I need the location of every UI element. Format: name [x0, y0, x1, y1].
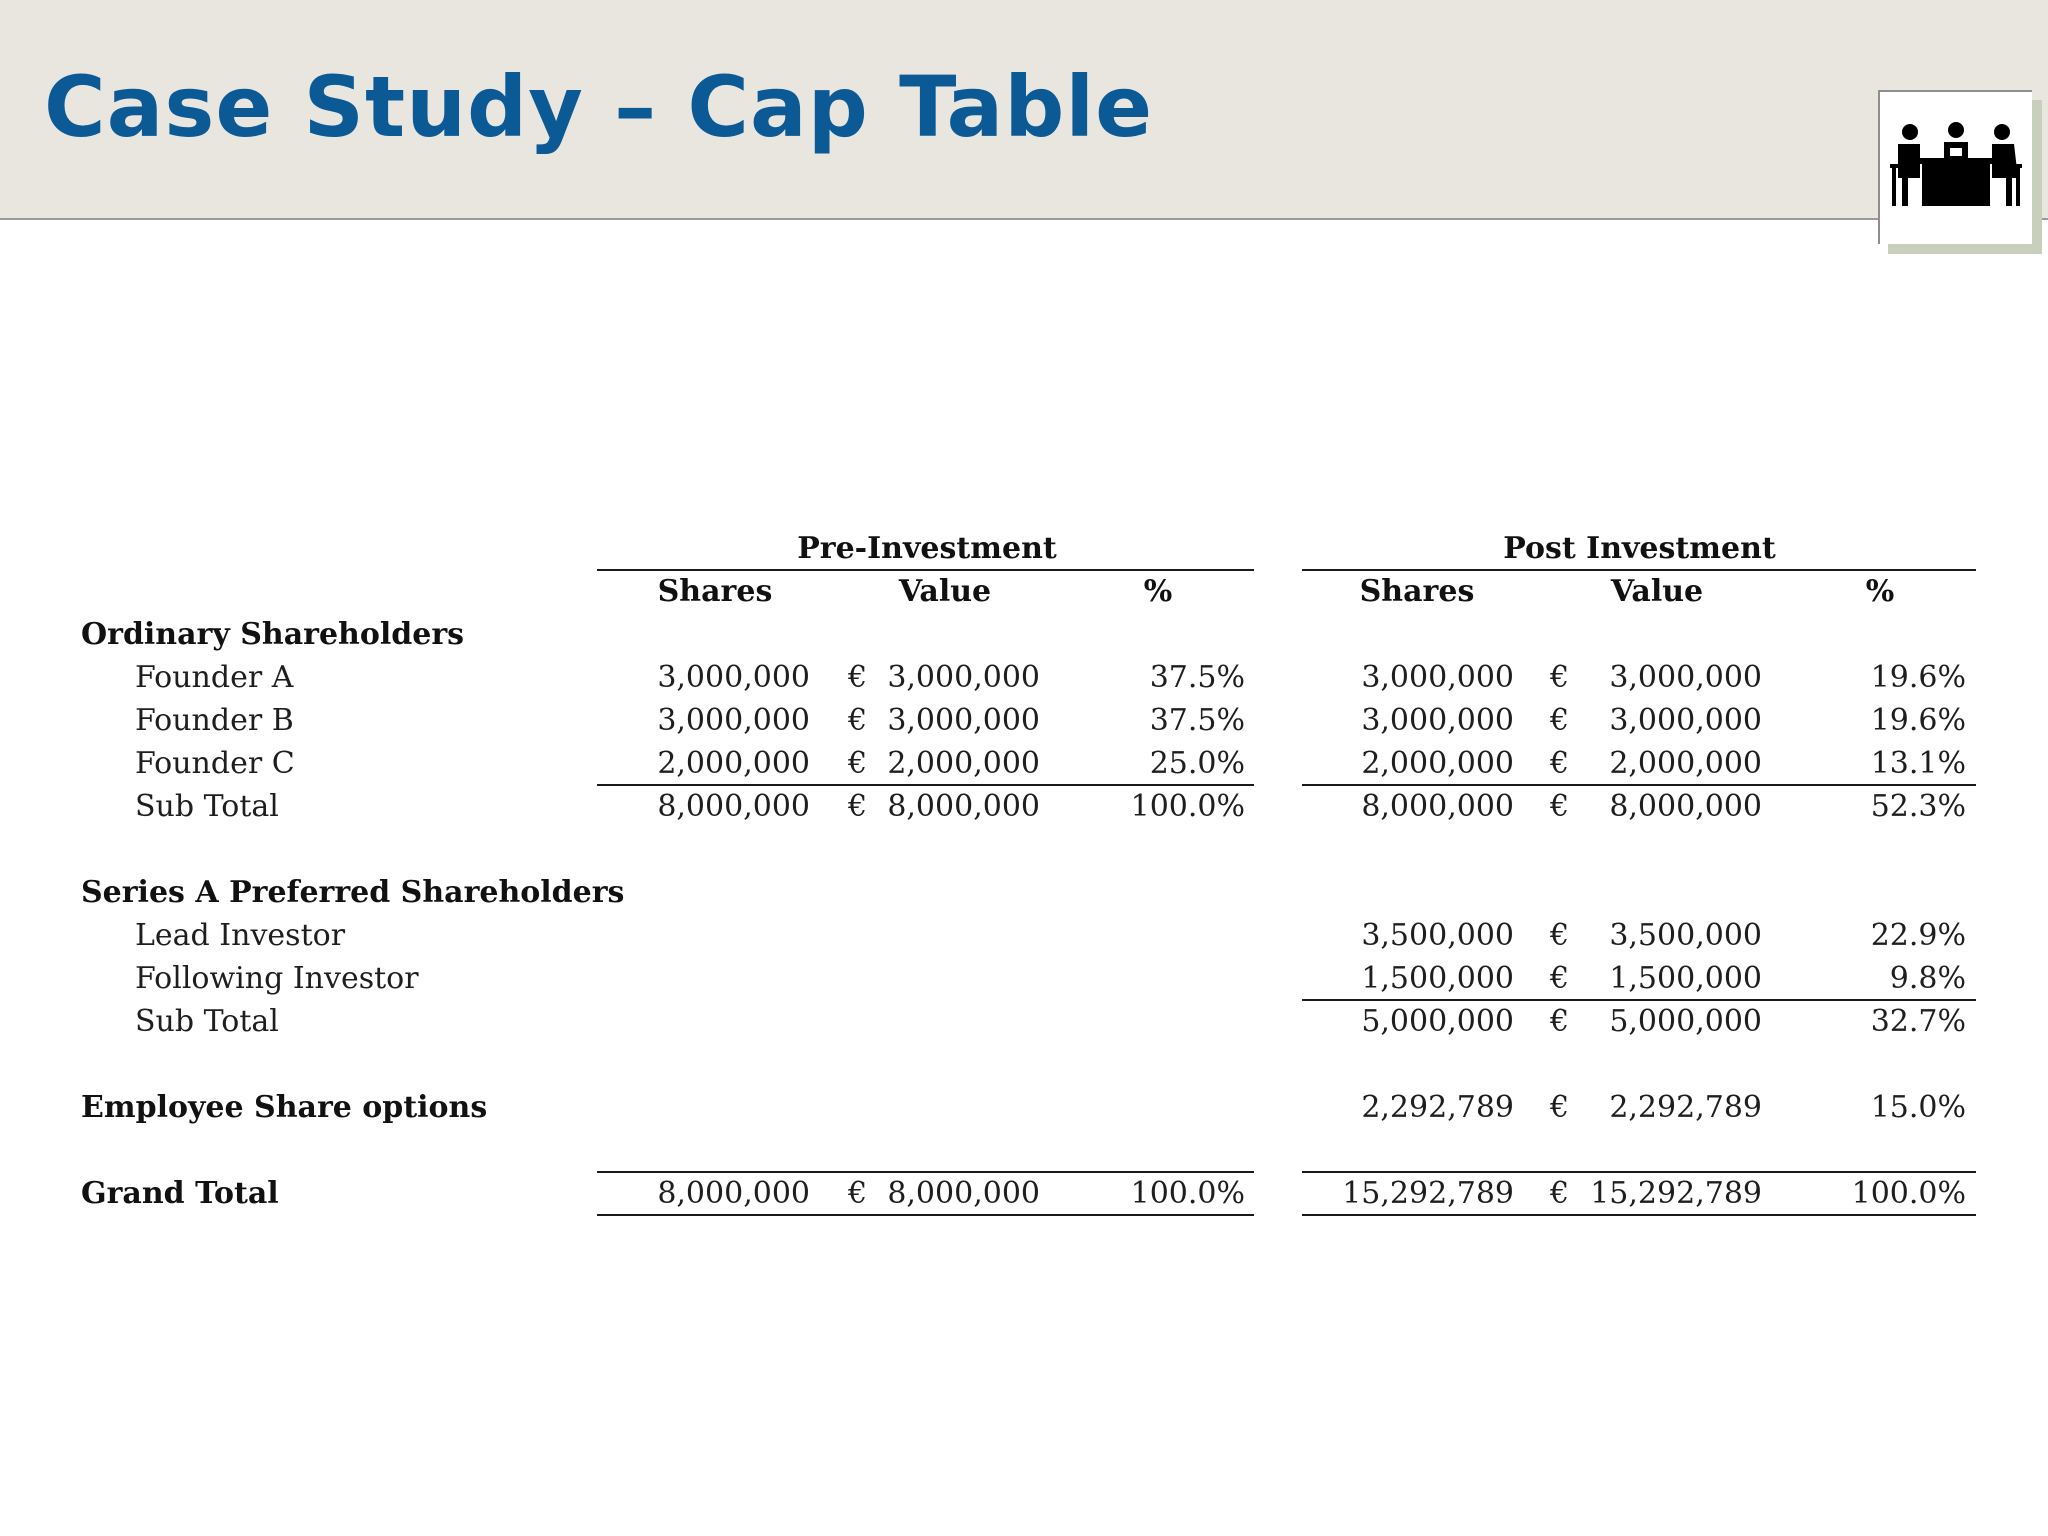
- pre-grand-total-bottom-rule: [597, 1214, 1254, 1216]
- page-title: Case Study – Cap Table: [44, 58, 1154, 156]
- currency-symbol: €: [1550, 660, 1570, 695]
- currency-symbol: €: [848, 660, 868, 695]
- ordinary-heading: Ordinary Shareholders: [81, 617, 465, 652]
- post-value: 2,292,789: [1609, 1090, 1762, 1125]
- pre-pct: 37.5%: [1149, 660, 1245, 695]
- post-shares: 8,000,000: [1361, 789, 1514, 824]
- post-grand-total-top-rule: [1302, 1171, 1976, 1173]
- pre-pct: 100.0%: [1130, 789, 1245, 824]
- pre-shares: 2,000,000: [657, 746, 810, 781]
- post-investment-header: Post Investment: [1503, 531, 1776, 566]
- post-shares-header: Shares: [1359, 574, 1475, 609]
- currency-symbol: €: [848, 703, 868, 738]
- subtotal-label: Sub Total: [135, 789, 279, 824]
- post-shares: 2,000,000: [1361, 746, 1514, 781]
- currency-symbol: €: [1550, 746, 1570, 781]
- post-value: 1,500,000: [1609, 961, 1762, 996]
- pre-value: 2,000,000: [887, 746, 1040, 781]
- post-pct: 19.6%: [1870, 703, 1966, 738]
- pre-pct: 25.0%: [1149, 746, 1245, 781]
- row-label: Founder C: [135, 746, 295, 781]
- post-grand-total-bottom-rule: [1302, 1214, 1976, 1216]
- post-value-header: Value: [1610, 574, 1704, 609]
- currency-symbol: €: [1550, 918, 1570, 953]
- post-value: 8,000,000: [1609, 789, 1762, 824]
- pre-header-rule: [597, 569, 1254, 571]
- currency-symbol: €: [1550, 1004, 1570, 1039]
- subtotal-label: Sub Total: [135, 1004, 279, 1039]
- post-shares: 5,000,000: [1361, 1004, 1514, 1039]
- post-shares: 2,292,789: [1361, 1090, 1514, 1125]
- post-pct-header: %: [1865, 574, 1895, 609]
- currency-symbol: €: [848, 746, 868, 781]
- post-pct: 100.0%: [1851, 1176, 1966, 1211]
- post-value: 3,000,000: [1609, 660, 1762, 695]
- pre-value: 3,000,000: [887, 660, 1040, 695]
- pre-shares-header: Shares: [657, 574, 773, 609]
- post-header-rule: [1302, 569, 1976, 571]
- pre-pct-header: %: [1143, 574, 1173, 609]
- post-pct: 32.7%: [1870, 1004, 1966, 1039]
- post-value: 15,292,789: [1590, 1176, 1762, 1211]
- post-subtotal-rule: [1302, 784, 1976, 786]
- currency-symbol: €: [1550, 1176, 1570, 1211]
- currency-symbol: €: [848, 789, 868, 824]
- post-pct: 52.3%: [1870, 789, 1966, 824]
- row-label: Lead Investor: [135, 918, 346, 953]
- post-pct: 22.9%: [1870, 918, 1966, 953]
- post-pct: 15.0%: [1870, 1090, 1966, 1125]
- esop-label: Employee Share options: [81, 1090, 488, 1125]
- post-pct: 13.1%: [1870, 746, 1966, 781]
- pre-grand-total-top-rule: [597, 1171, 1254, 1173]
- currency-symbol: €: [848, 1176, 868, 1211]
- pre-pct: 100.0%: [1130, 1176, 1245, 1211]
- pre-subtotal-rule: [597, 784, 1254, 786]
- post-shares: 15,292,789: [1342, 1176, 1514, 1211]
- series-a-heading: Series A Preferred Shareholders: [81, 875, 625, 910]
- row-label: Founder B: [135, 703, 294, 738]
- grand-total-label: Grand Total: [81, 1176, 279, 1211]
- currency-symbol: €: [1550, 703, 1570, 738]
- row-label: Following Investor: [135, 961, 419, 996]
- post-value: 5,000,000: [1609, 1004, 1762, 1039]
- pre-value: 3,000,000: [887, 703, 1040, 738]
- post-shares: 3,500,000: [1361, 918, 1514, 953]
- pre-shares: 8,000,000: [657, 1176, 810, 1211]
- pre-pct: 37.5%: [1149, 703, 1245, 738]
- post-pct: 9.8%: [1889, 961, 1966, 996]
- post-shares: 3,000,000: [1361, 703, 1514, 738]
- currency-symbol: €: [1550, 961, 1570, 996]
- pre-shares: 3,000,000: [657, 660, 810, 695]
- pre-shares: 3,000,000: [657, 703, 810, 738]
- post-pct: 19.6%: [1870, 660, 1966, 695]
- post-value: 3,000,000: [1609, 703, 1762, 738]
- post-value: 2,000,000: [1609, 746, 1762, 781]
- post-shares: 1,500,000: [1361, 961, 1514, 996]
- post-value: 3,500,000: [1609, 918, 1762, 953]
- pre-value: 8,000,000: [887, 1176, 1040, 1211]
- row-label: Founder A: [135, 660, 294, 695]
- currency-symbol: €: [1550, 1090, 1570, 1125]
- pre-value-header: Value: [898, 574, 992, 609]
- pre-value: 8,000,000: [887, 789, 1040, 824]
- post-shares: 3,000,000: [1361, 660, 1514, 695]
- series-a-subtotal-rule: [1302, 999, 1976, 1001]
- pre-shares: 8,000,000: [657, 789, 810, 824]
- pre-investment-header: Pre-Investment: [797, 531, 1057, 566]
- currency-symbol: €: [1550, 789, 1570, 824]
